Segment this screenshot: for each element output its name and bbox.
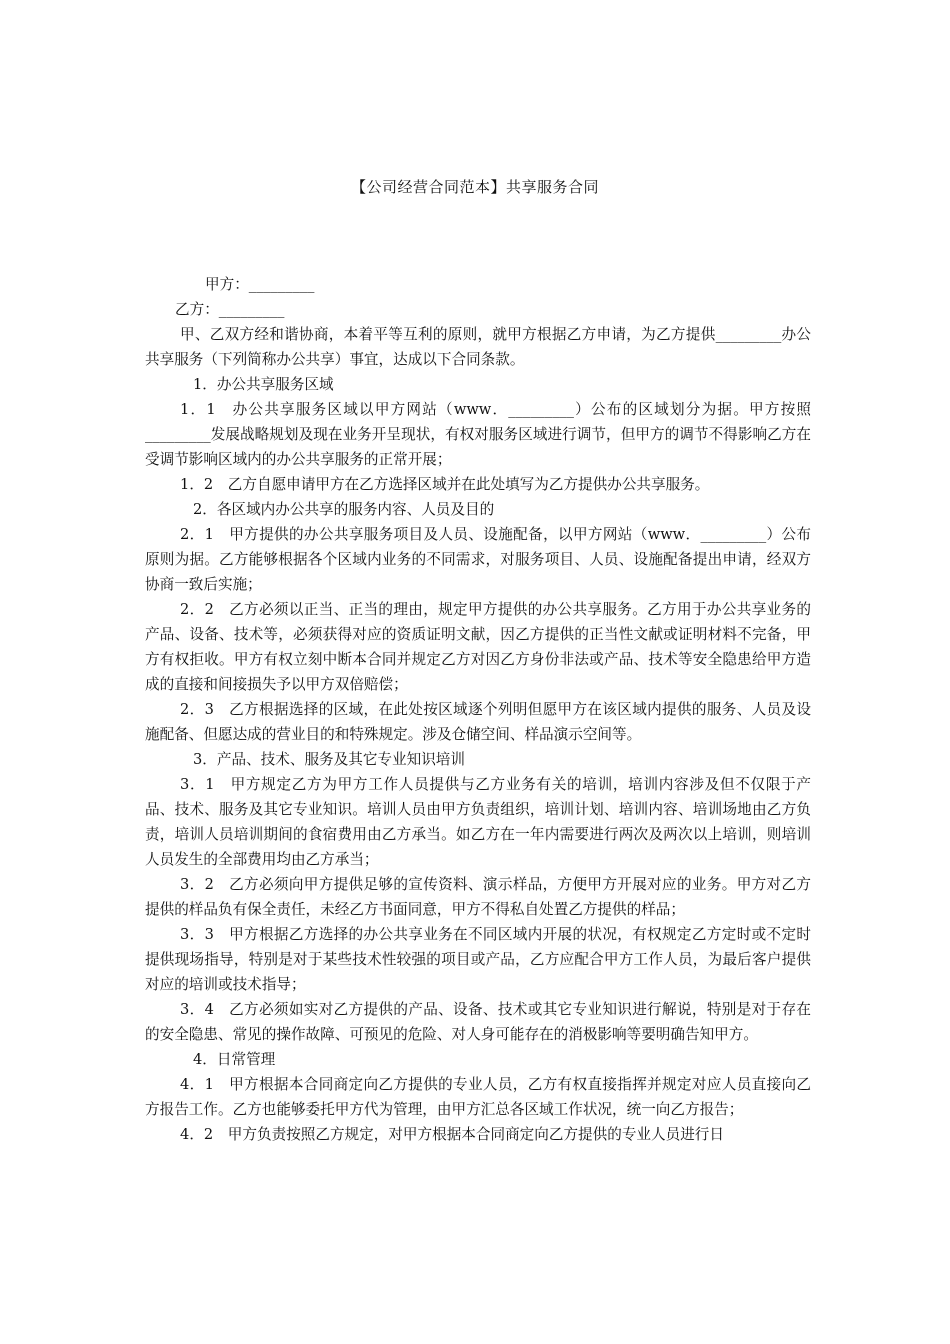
section-heading-1: 1．办公共享服务区域: [193, 376, 334, 393]
preamble-paragraph: 甲、乙双方经和谐协商，本着平等互利的原则，就甲方根据乙方申请，为乙方提供_________办公共享服务（下列简称办公共享）事宜，达成以下合同条款。: [145, 326, 811, 368]
section-heading-2: 2．各区域内办公共享的服务内容、人员及目的: [193, 501, 495, 518]
party-a-line: 甲方：_________: [205, 276, 315, 293]
clause-4-2: 4．2 甲方负责按照乙方规定，对甲方根据本合同商定向乙方提供的专业人员进行日: [180, 1126, 724, 1143]
document-title: 【公司经营合同范本】共享服务合同: [350, 178, 599, 196]
clause-2-2: 2．2 乙方必须以正当、正当的理由，规定甲方提供的办公共享服务。乙方用于办公共享业务的产品、设备、技术等，必须获得对应的资质证明文献，因乙方提供的正当性文献或证明材料不完备，甲方有权拒收。甲方有权立刻中断本合同并规定乙方对因乙方身份非法或产品、技术等安全隐患给甲方造成的直接和间接损失予以甲方双倍赔偿；: [145, 601, 811, 693]
clause-2-3: 2．3 乙方根据选择的区域，在此处按区域逐个列明但愿甲方在该区域内提供的服务、人员及设施配备、但愿达成的营业目的和特殊规定。涉及仓储空间、样品演示空间等。: [145, 701, 811, 743]
clause-3-4: 3．4 乙方必须如实对乙方提供的产品、设备、技术或其它专业知识进行解说，特别是对于存在的安全隐患、常见的操作故障、可预见的危险、对人身可能存在的消极影响等要明确告知甲方。: [145, 1001, 811, 1043]
section-heading-3: 3．产品、技术、服务及其它专业知识培训: [193, 751, 465, 768]
party-b-line: 乙方：_________: [175, 301, 285, 318]
clause-3-3: 3．3 甲方根据乙方选择的办公共享业务在不同区域内开展的状况，有权规定乙方定时或不定时提供现场指导，特别是对于某些技术性较强的项目或产品，乙方应配合甲方工作人员，为最后客户提供对应的培训或技术指导；: [145, 926, 811, 993]
document-body: [145, 272, 811, 1147]
section-heading-4: 4．日常管理: [193, 1051, 276, 1068]
clause-4-1: 4．1 甲方根据本合同商定向乙方提供的专业人员，乙方有权直接指挥并规定对应人员直接向乙方报告工作。乙方也能够委托甲方代为管理，由甲方汇总各区域工作状况，统一向乙方报告；: [145, 1076, 811, 1118]
clause-3-1: 3．1 甲方规定乙方为甲方工作人员提供与乙方业务有关的培训，培训内容涉及但不仅限于产品、技术、服务及其它专业知识。培训人员由甲方负责组织，培训计划、培训内容、培训场地由乙方负责，培训人员培训期间的食宿费用由乙方承当。如乙方在一年内需要进行两次及两次以上培训，则培训人员发生的全部费用均由乙方承当；: [145, 776, 811, 868]
clause-3-2: 3．2 乙方必须向甲方提供足够的宣传资料、演示样品，方便甲方开展对应的业务。甲方对乙方提供的样品负有保全责任，未经乙方书面同意，甲方不得私自处置乙方提供的样品；: [145, 876, 811, 918]
clause-2-1: 2．1 甲方提供的办公共享服务项目及人员、设施配备，以甲方网站（www．_________）公布原则为据。乙方能够根据各个区域内业务的不同需求，对服务项目、人员、设施配备提出申请，经双方协商一致后实施；: [145, 526, 811, 593]
clause-1-2: 1．2 乙方自愿申请甲方在乙方选择区域并在此处填写为乙方提供办公共享服务。: [180, 476, 710, 493]
clause-1-1: 1．1 办公共享服务区域以甲方网站（www．_________）公布的区域划分为据。甲方按照_________发展战略规划及现在业务开呈现状，有权对服务区域进行调节，但甲方的调节不得影响乙方在受调节影响区域内的办公共享服务的正常开展；: [145, 401, 811, 468]
